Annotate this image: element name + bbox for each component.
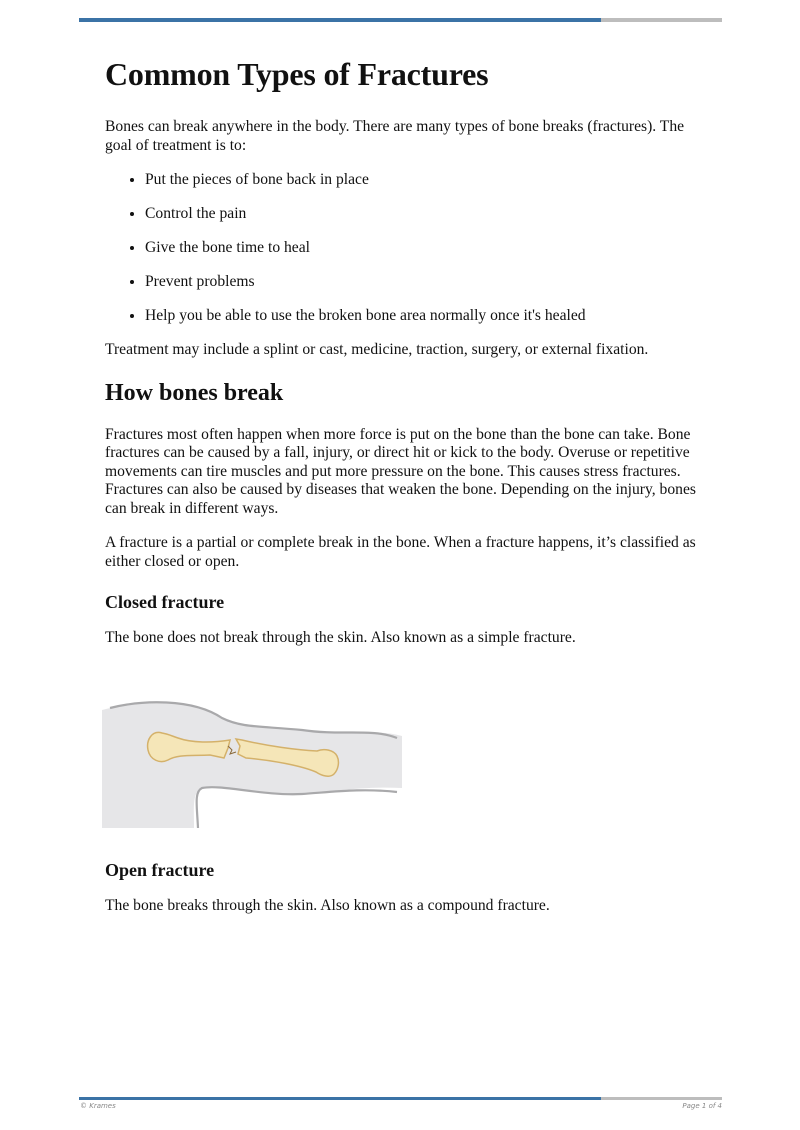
header-rule-accent: [79, 18, 601, 22]
header-rule-grey: [601, 18, 722, 22]
closed-fracture-text: The bone does not break through the skin. Also known as a simple fracture.: [105, 629, 576, 646]
list-item: • Prevent problems: [145, 273, 705, 292]
how-bones-break-paragraph-2: A fracture is a partial or complete break in the bone. When a fracture happens, it’s classified as either closed or open.: [105, 534, 696, 570]
treatment-paragraph: Treatment may include a splint or cast, medicine, traction, surgery, or external fixation.: [105, 341, 649, 358]
footer-rule-grey: [601, 1097, 722, 1100]
header-rule: [79, 18, 722, 22]
open-fracture-text: The bone breaks through the skin. Also known as a compound fracture.: [105, 896, 550, 914]
footer-page-number: Page 1 of 4: [682, 1102, 722, 1110]
list-item: • Put the pieces of bone back in place: [145, 171, 705, 190]
section-heading-open-fracture: Open fracture: [105, 859, 215, 880]
arm-outline-bottom: [197, 787, 397, 828]
list-item: • Give the bone time to heal: [145, 239, 705, 258]
footer-rule-accent: [79, 1097, 601, 1100]
list-item: • Control the pain: [145, 205, 705, 224]
section-heading-how-bones-break: How bones break: [105, 379, 284, 406]
list-item: • Help you be able to use the broken bone area normally once it's healed: [145, 307, 705, 326]
how-bones-break-paragraph-1: Fractures most often happen when more force is put on the bone than the bone can take. Bone fractures can be caused by a fall, injury, or direct hit or kick to the body. Overuse or repetitive movements can tire muscles and put more pressure on the bone. This causes stress fractures. Fractures can also be caused by diseases that weaken the bone. Depending on the injury, bones can break in different ways.: [105, 425, 696, 517]
closed-fracture-illustration: [102, 688, 402, 828]
intro-paragraph: Bones can break anywhere in the body. There are many types of bone breaks (fractures). The goal of treatment is to:: [105, 118, 685, 154]
arm-silhouette: [102, 702, 402, 828]
footer-rule: [79, 1097, 722, 1100]
document-body: [105, 54, 705, 931]
page-title: Common Types of Fractures: [105, 56, 489, 92]
section-heading-closed-fracture: Closed fracture: [105, 592, 225, 612]
treatment-goals-list: [105, 171, 705, 326]
footer-copyright: © Krames: [80, 1102, 116, 1110]
